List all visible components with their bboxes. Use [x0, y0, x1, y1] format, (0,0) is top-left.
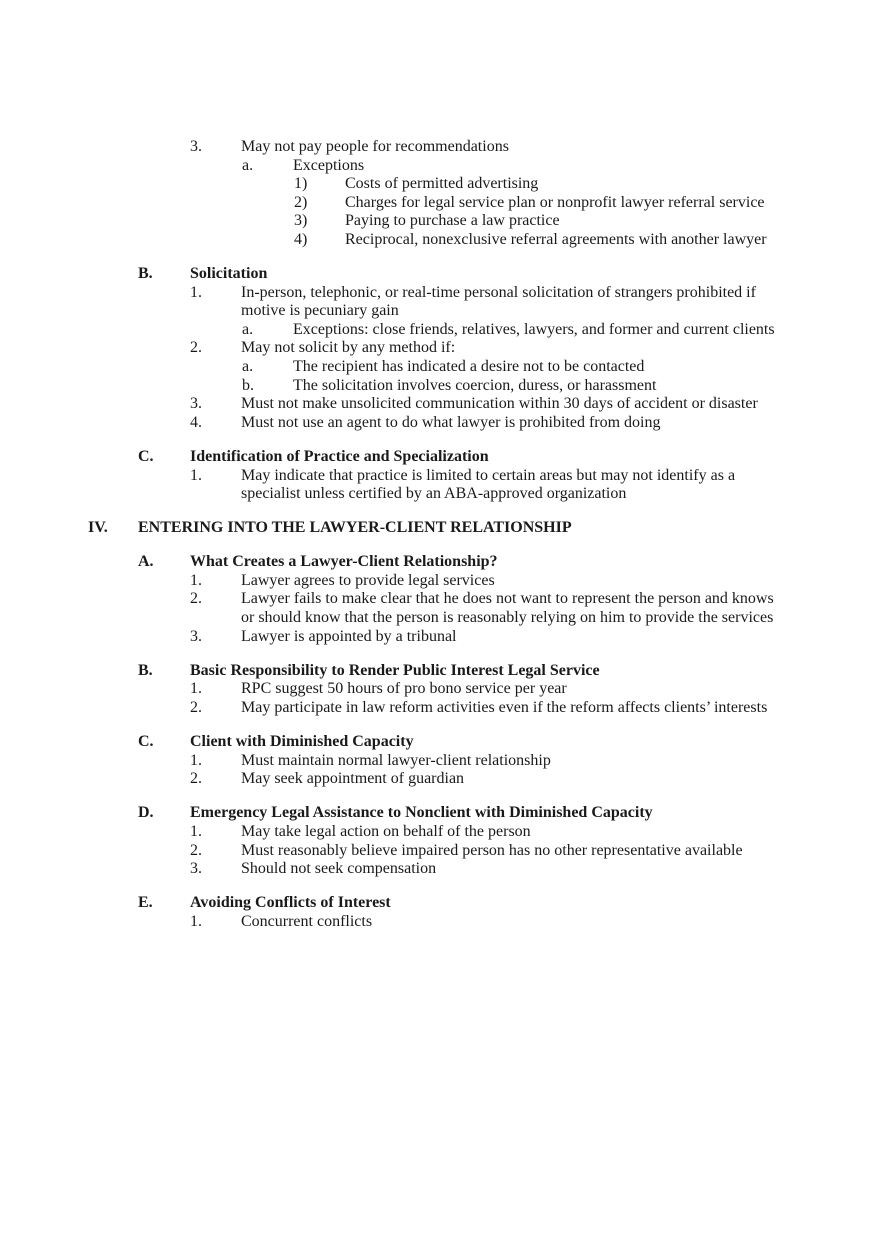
- outline-marker: C.: [138, 733, 154, 751]
- outline-marker: 2.: [190, 339, 202, 357]
- outline-text: Lawyer fails to make clear that he does not want to represent the person and knows or should know that the person is reasonably relying on him to provide the services: [241, 590, 774, 627]
- outline-text: Exceptions: close friends, relatives, lawyers, and former and current clients: [293, 320, 775, 338]
- outline-item: [0, 395, 880, 414]
- outline-text: Paying to purchase a law practice: [345, 212, 560, 230]
- outline-item: [0, 321, 880, 340]
- outline-item: [0, 680, 880, 699]
- outline-item: [0, 572, 880, 591]
- outline-text: May indicate that practice is limited to certain areas but may not identify as a specialist unless certified by an ABA-approved organization: [241, 466, 736, 503]
- outline-item: [0, 414, 880, 433]
- outline-text: Must maintain normal lawyer-client relationship: [241, 751, 551, 769]
- outline-item: [0, 823, 880, 842]
- outline-marker: 3.: [190, 395, 202, 413]
- outline-marker: D.: [138, 804, 154, 822]
- outline-text: Solicitation: [190, 265, 268, 283]
- outline-marker: 1): [294, 175, 308, 193]
- outline-item: [0, 752, 880, 771]
- outline-marker: 3.: [190, 138, 202, 155]
- outline-text: Should not seek compensation: [241, 860, 437, 878]
- section-heading: [0, 894, 880, 913]
- outline-item: [0, 138, 880, 157]
- outline-marker: 2.: [190, 841, 202, 859]
- outline-text: The solicitation involves coercion, duress, or harassment: [293, 376, 657, 394]
- outline-text: ENTERING INTO THE LAWYER-CLIENT RELATIONSHIP: [138, 519, 572, 537]
- outline-marker: b.: [242, 376, 254, 394]
- outline-marker: 1.: [190, 912, 202, 930]
- outline-text: Charges for legal service plan or nonprofit lawyer referral service: [345, 193, 765, 211]
- outline-item: [0, 231, 880, 250]
- outline-marker: 4): [294, 230, 308, 248]
- outline-text: May participate in law reform activities even if the reform affects clients’ interests: [241, 698, 768, 716]
- section-heading: [0, 448, 880, 467]
- outline-text: Lawyer is appointed by a tribunal: [241, 627, 457, 645]
- outline-text: Reciprocal, nonexclusive referral agreements with another lawyer: [345, 230, 767, 248]
- outline-item: [0, 339, 880, 358]
- outline-text: May not solicit by any method if:: [241, 339, 456, 357]
- outline-text: What Creates a Lawyer-Client Relationship?: [190, 553, 498, 571]
- outline-marker: 1.: [190, 751, 202, 769]
- outline-marker: a.: [242, 156, 254, 174]
- outline-item: [0, 157, 880, 176]
- outline-item: [0, 377, 880, 396]
- outline-marker: 2.: [190, 770, 202, 788]
- outline-item: [0, 770, 880, 789]
- outline-item: [0, 860, 880, 879]
- outline-text: Exceptions: [293, 156, 365, 174]
- outline-text: May take legal action on behalf of the person: [241, 822, 531, 840]
- outline-marker: E.: [138, 894, 153, 912]
- outline-text: Avoiding Conflicts of Interest: [190, 894, 391, 912]
- outline-marker: B.: [138, 661, 153, 679]
- outline-text: Must not make unsolicited communication within 30 days of accident or disaster: [241, 395, 758, 413]
- outline-marker: 3): [294, 212, 308, 230]
- outline-marker: 1.: [190, 822, 202, 840]
- document-outline: [0, 138, 880, 931]
- outline-text: RPC suggest 50 hours of pro bono service per year: [241, 680, 567, 698]
- outline-item: [0, 467, 880, 504]
- outline-marker: a.: [242, 320, 254, 338]
- outline-item: [0, 590, 880, 627]
- outline-marker: 1.: [190, 283, 202, 301]
- outline-text: Client with Diminished Capacity: [190, 733, 414, 751]
- outline-text: Lawyer agrees to provide legal services: [241, 571, 495, 589]
- outline-marker: A.: [138, 553, 154, 571]
- section-heading: [0, 804, 880, 823]
- outline-text: Emergency Legal Assistance to Nonclient with Diminished Capacity: [190, 804, 653, 822]
- section-heading: [0, 265, 880, 284]
- outline-marker: 2.: [190, 590, 202, 608]
- outline-item: [0, 699, 880, 718]
- outline-marker: 1.: [190, 571, 202, 589]
- outline-marker: 3.: [190, 627, 202, 645]
- outline-text: Must not use an agent to do what lawyer is prohibited from doing: [241, 413, 661, 431]
- outline-item: [0, 212, 880, 231]
- outline-text: May not pay people for recommendations: [241, 138, 509, 155]
- outline-text: Costs of permitted advertising: [345, 175, 539, 193]
- outline-text: Must reasonably believe impaired person has no other representative available: [241, 841, 743, 859]
- outline-text: Identification of Practice and Specialization: [190, 447, 489, 465]
- outline-item: [0, 913, 880, 932]
- outline-item: [0, 284, 880, 321]
- outline-marker: 2.: [190, 698, 202, 716]
- outline-marker: IV.: [88, 519, 108, 537]
- section-heading: [0, 733, 880, 752]
- outline-item: [0, 358, 880, 377]
- outline-text: May seek appointment of guardian: [241, 770, 465, 788]
- outline-text: In-person, telephonic, or real-time personal solicitation of strangers prohibited if motive is pecuniary gain: [241, 283, 756, 320]
- outline-marker: 3.: [190, 860, 202, 878]
- outline-marker: C.: [138, 447, 154, 465]
- outline-item: [0, 194, 880, 213]
- outline-marker: 4.: [190, 413, 202, 431]
- outline-text: The recipient has indicated a desire not to be contacted: [293, 358, 645, 376]
- outline-item: [0, 628, 880, 647]
- outline-marker: B.: [138, 265, 153, 283]
- outline-marker: 1.: [190, 466, 202, 484]
- section-heading: [0, 662, 880, 681]
- outline-text: Basic Responsibility to Render Public Interest Legal Service: [190, 661, 600, 679]
- outline-text: Concurrent conflicts: [241, 912, 373, 930]
- outline-item: [0, 842, 880, 861]
- outline-marker: 2): [294, 193, 308, 211]
- outline-marker: 1.: [190, 680, 202, 698]
- section-heading: [0, 553, 880, 572]
- outline-marker: a.: [242, 358, 254, 376]
- outline-item: [0, 175, 880, 194]
- section-heading: [0, 519, 880, 538]
